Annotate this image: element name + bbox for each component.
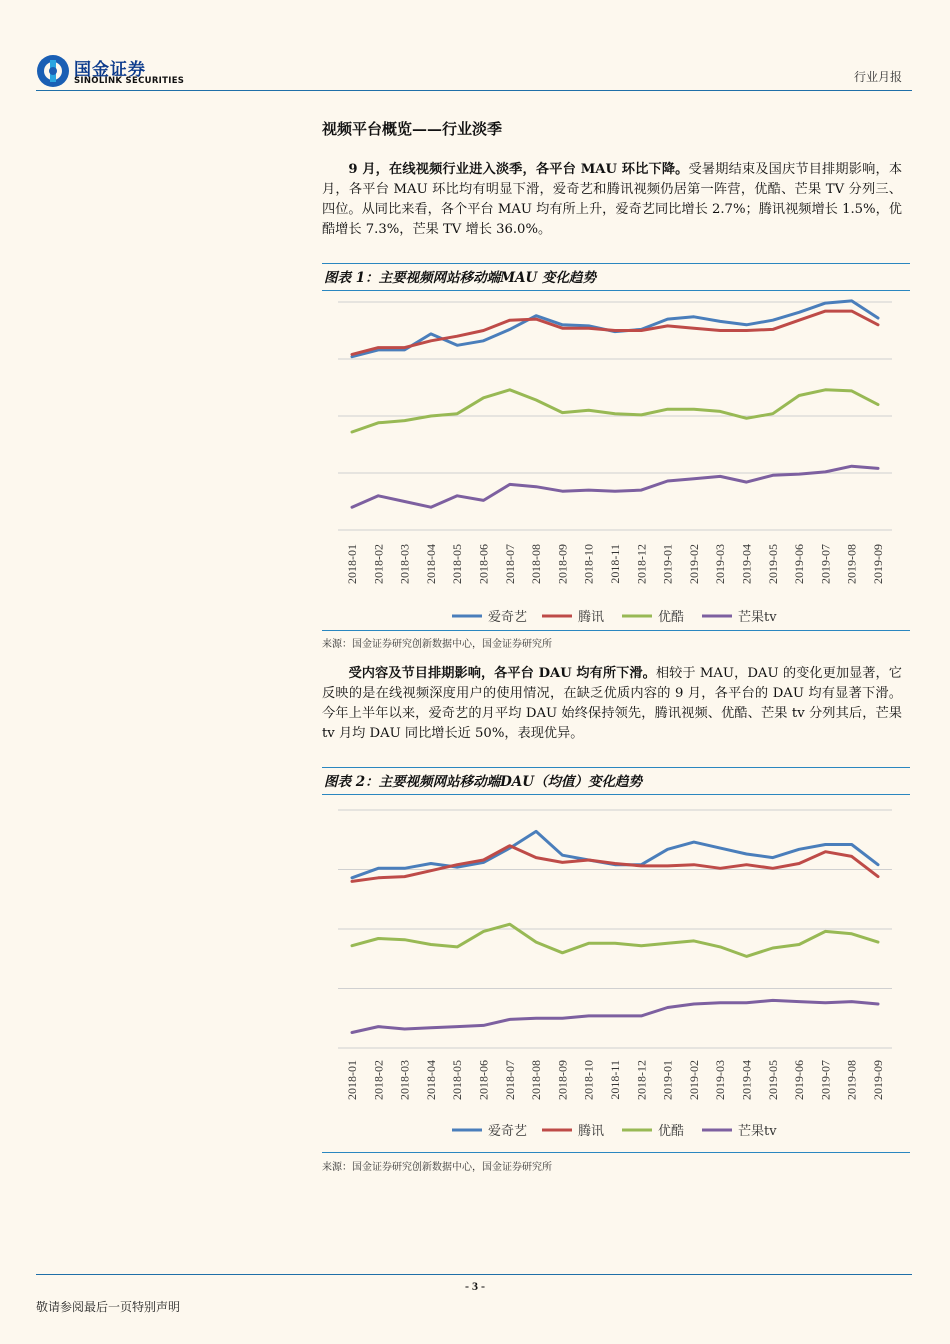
x-tick-label: 2018-07 <box>502 544 517 584</box>
legend-label: 腾讯 <box>578 610 605 625</box>
x-tick-label: 2019-06 <box>792 1060 807 1100</box>
x-tick-label: 2018-05 <box>450 544 465 584</box>
series-line-3 <box>352 466 878 507</box>
figure1-bottom-rule <box>322 630 910 631</box>
x-tick-label: 2019-05 <box>765 1060 780 1100</box>
x-tick-label: 2019-07 <box>818 1060 833 1100</box>
x-tick-label: 2018-09 <box>555 1060 570 1100</box>
x-tick-label: 2019-02 <box>686 544 701 584</box>
x-tick-label: 2018-03 <box>397 544 412 584</box>
x-tick-label: 2019-05 <box>765 544 780 584</box>
logo-chinese-name: 国金证券 <box>74 60 146 80</box>
x-tick-label: 2018-11 <box>608 544 622 584</box>
section-title: 视频平台概览——行业淡季 <box>322 120 503 138</box>
x-tick-label: 2018-06 <box>476 1060 491 1100</box>
x-tick-label: 2018-06 <box>476 544 491 584</box>
dau-line-chart <box>322 798 910 1144</box>
mau-line-chart <box>322 294 910 630</box>
figure2-title: 图表 2：主要视频网站移动端DAU（均值）变化趋势 <box>324 774 643 790</box>
x-tick-label: 2019-07 <box>818 544 833 584</box>
legend-label: 优酷 <box>658 1124 685 1139</box>
x-tick-label: 2019-02 <box>686 1060 701 1100</box>
x-tick-label: 2018-04 <box>423 1060 438 1100</box>
x-tick-label: 2018-12 <box>634 1060 649 1100</box>
x-tick-label: 2018-09 <box>555 544 570 584</box>
legend-label: 芒果tv <box>738 610 777 625</box>
x-tick-label: 2018-04 <box>423 544 438 584</box>
logo-english-name: SINOLINK SECURITIES <box>74 76 185 86</box>
figure2-bottom-rule <box>322 1152 910 1153</box>
x-tick-label: 2018-05 <box>450 1060 465 1100</box>
figure1-source: 来源：国金证券研究创新数据中心，国金证券研究所 <box>322 639 552 650</box>
legend-label: 腾讯 <box>578 1124 605 1139</box>
header-divider <box>36 90 912 91</box>
x-tick-label: 2019-04 <box>739 544 754 584</box>
company-logo-icon <box>36 54 70 88</box>
x-tick-label: 2019-01 <box>660 1060 675 1100</box>
paragraph-dau-lead: 受内容及节目排期影响，各平台 DAU 均有所下滑。 <box>348 666 656 681</box>
x-tick-label: 2018-01 <box>345 544 359 584</box>
figure1-top-rule <box>322 263 910 264</box>
x-tick-label: 2018-03 <box>397 1060 412 1100</box>
legend-label: 爱奇艺 <box>488 1124 528 1139</box>
x-tick-label: 2018-12 <box>634 544 649 584</box>
disclaimer-text: 敬请参阅最后一页特别声明 <box>36 1300 181 1314</box>
paragraph-mau-lead: 9 月，在线视频行业进入淡季，各平台 MAU 环比下降。 <box>348 162 689 177</box>
x-tick-label: 2019-01 <box>660 544 675 584</box>
x-tick-label: 2019-03 <box>713 544 728 584</box>
figure2-top-rule <box>322 767 910 768</box>
footer-divider <box>36 1274 912 1275</box>
figure1-title-rule <box>322 290 910 291</box>
page-number: - 3 - <box>465 1279 485 1293</box>
x-tick-label: 2019-03 <box>713 1060 728 1100</box>
paragraph-mau-body: 受暑期结束及国庆节目排期影响，本月，各平台 MAU 环比均有明显下滑，爱奇艺和腾讯视频仍居第一阵营，优酷、芒果 TV 分列三、四位。从同比来看，各个平台 MAU 均有所上升，爱奇艺同比增长 2.7%；腾讯视频增长 1.5%，优酷增长 7.3%，芒果 TV 增长 36.0%。 <box>322 162 903 237</box>
legend-label: 芒果tv <box>738 1124 777 1139</box>
legend-label: 爱奇艺 <box>488 610 528 625</box>
figure2-source: 来源：国金证券研究创新数据中心，国金证券研究所 <box>322 1162 552 1173</box>
x-tick-label: 2018-08 <box>529 544 544 584</box>
paragraph-dau-body: 相较于 MAU，DAU 的变化更加显著，它反映的是在线视频深度用户的使用情况，在缺乏优质内容的 9 月，各平台的 DAU 均有显著下滑。今年上半年以来，爱奇艺的月平均 DAU 始终保持领先，腾讯视频、优酷、芒果 tv 分列其后，芒果 tv 月均 DAU 同比增长近 50%，表现优异。 <box>322 666 902 741</box>
legend-label: 优酷 <box>658 610 685 625</box>
x-tick-label: 2019-04 <box>739 1060 754 1100</box>
x-tick-label: 2018-08 <box>529 1060 544 1100</box>
x-tick-label: 2019-06 <box>792 544 807 584</box>
x-tick-label: 2018-11 <box>608 1060 622 1100</box>
paragraph-mau <box>322 160 902 240</box>
x-tick-label: 2019-09 <box>871 544 885 584</box>
x-tick-label: 2019-08 <box>844 1060 859 1100</box>
x-tick-label: 2019-08 <box>844 544 859 584</box>
x-tick-label: 2018-07 <box>502 1060 517 1100</box>
paragraph-dau <box>322 664 902 744</box>
x-tick-label: 2018-10 <box>581 544 596 584</box>
series-line-2 <box>352 390 878 432</box>
x-tick-label: 2018-02 <box>371 1060 386 1100</box>
figure2-title-rule <box>322 794 910 795</box>
series-line-3 <box>352 1000 878 1032</box>
report-type-label: 行业月报 <box>853 70 902 84</box>
figure1-title: 图表 1：主要视频网站移动端MAU 变化趋势 <box>324 270 596 286</box>
x-tick-label: 2019-09 <box>871 1060 885 1100</box>
x-tick-label: 2018-01 <box>345 1060 359 1100</box>
x-tick-label: 2018-02 <box>371 544 386 584</box>
series-line-0 <box>352 301 878 357</box>
x-tick-label: 2018-10 <box>581 1060 596 1100</box>
